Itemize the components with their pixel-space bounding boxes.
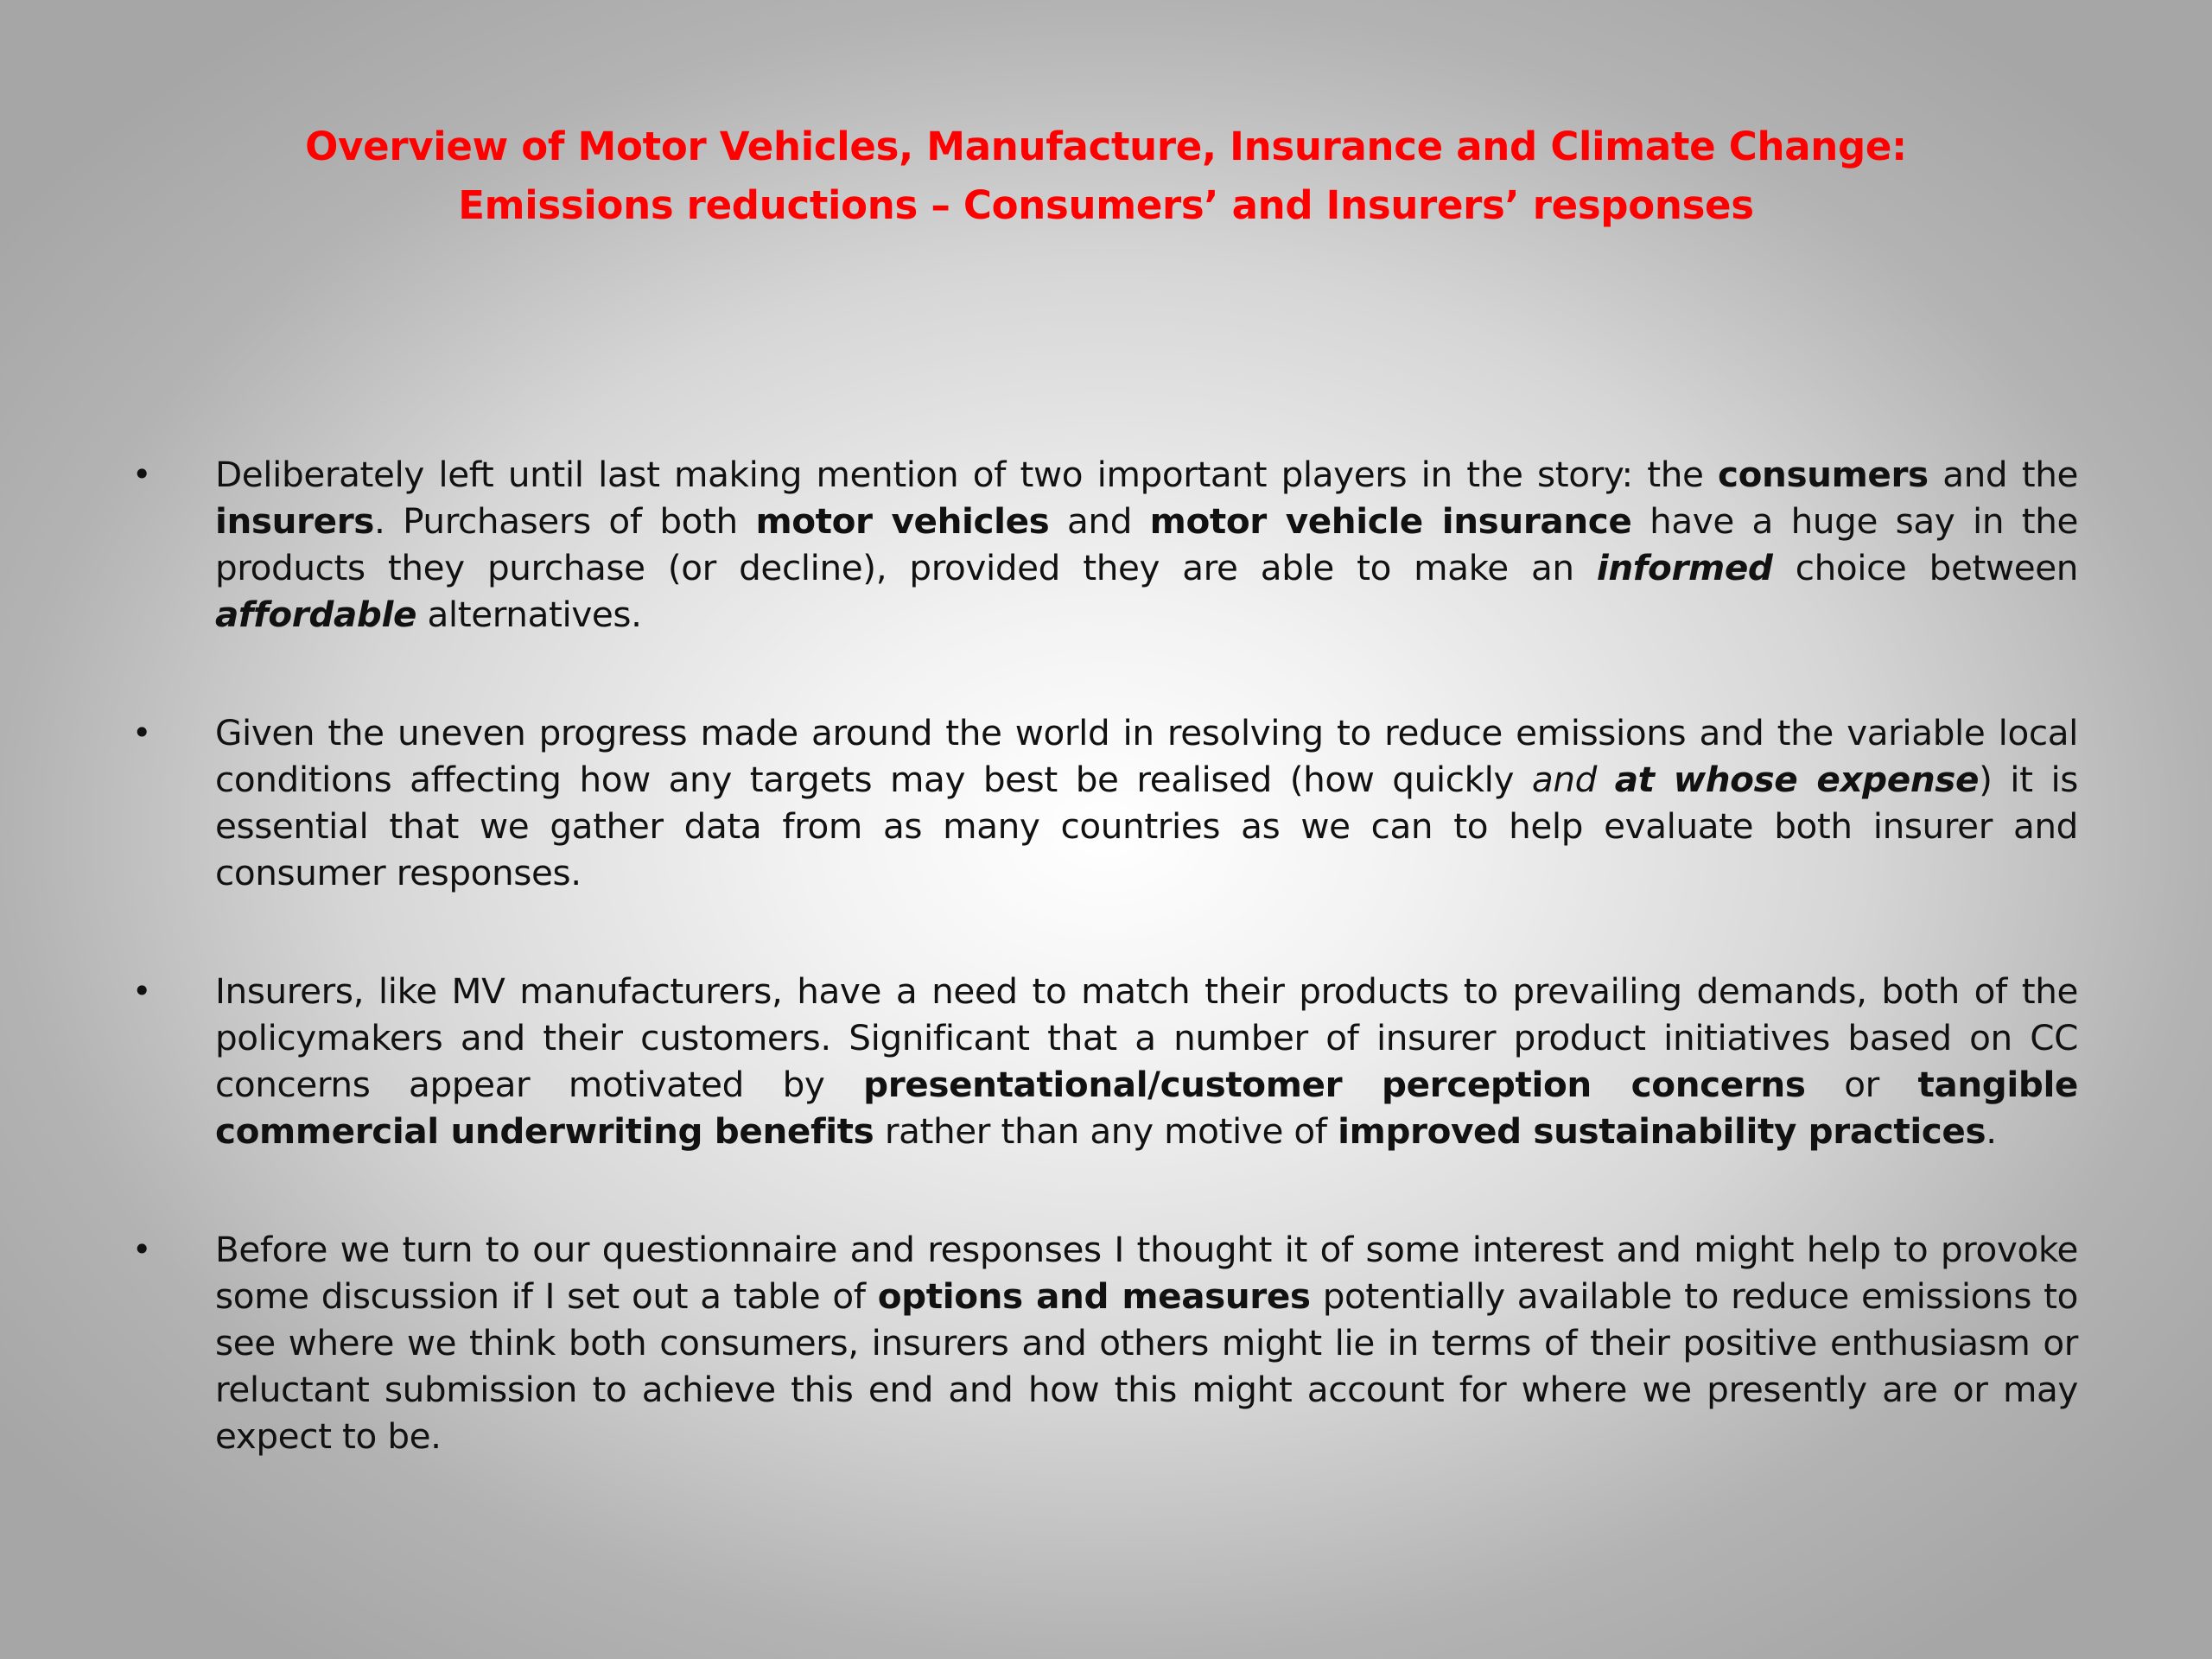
text-segment: Given the uneven progress made around the world in resolving to reduce emissions and the variable local conditions affecting how any targets may best be realised (how quickly [215, 712, 2078, 800]
text-segment [1597, 759, 1615, 800]
bullet-marker: • [132, 714, 152, 752]
bullet-item-insurers-products [125, 968, 2078, 1154]
bullet-text [215, 451, 2078, 638]
bullet-text [215, 709, 2078, 896]
bullet-item-questionnaire [125, 1226, 2078, 1459]
text-segment: or [1805, 1064, 1918, 1105]
text-segment-bold: improved sustainability practices [1338, 1110, 1986, 1152]
text-segment-bold: insurers [215, 500, 374, 542]
text-segment: have a huge say in the products they purchase (or decline), provided they are able to make an [215, 500, 2079, 588]
text-segment-bold: tangible commercial underwriting benefits [215, 1064, 2079, 1152]
text-segment: Insurers, like MV manufacturers, have a need to match their products to prevailing demands, both of the policymakers and their customers. Significant that a number of insurer product initiatives based on CC concerns appear motivated by [215, 970, 2078, 1105]
text-segment-bold: options and measures [877, 1275, 1311, 1317]
text-segment: . [1986, 1110, 1997, 1152]
title-line-1: Overview of Motor Vehicles, Manufacture, Insurance and Climate Change: [305, 124, 1907, 169]
title-line-2: Emissions reductions – Consumers’ and Insurers’ responses [458, 182, 1754, 228]
bullet-item-consumers-insurers [125, 451, 2078, 638]
text-segment: rather than any motive of [874, 1110, 1338, 1152]
text-segment: potentially available to reduce emissions to see where we think both consumers, insurers and others might lie in terms of their positive enthusiasm or reluctant submission to achieve this end and how this might account for where we presently are or may expect to be. [215, 1275, 2078, 1457]
text-segment-bold-italic: affordable [215, 594, 417, 635]
text-segment: Before we turn to our questionnaire and responses I thought it of some interest and might help to provoke some discussion if I set out a table of [215, 1229, 2078, 1317]
text-segment: ) it is essential that we gather data from as many countries as we can to help evaluate both insurer and consumer responses. [215, 759, 2079, 893]
text-segment-bold: consumers [1717, 454, 1929, 495]
text-segment: and [1049, 500, 1150, 542]
bullet-text [215, 968, 2078, 1154]
text-segment-italic: and [1531, 759, 1597, 800]
text-segment-bold: presentational/customer perception concerns [863, 1064, 1806, 1105]
slide-title [173, 118, 2039, 235]
bullet-text [215, 1226, 2078, 1459]
bullet-marker: • [132, 1230, 152, 1268]
text-segment-bold-italic: informed [1596, 547, 1773, 588]
bullet-marker: • [132, 455, 152, 493]
text-segment-bold: motor vehicles [755, 500, 1050, 542]
text-segment: Deliberately left until last making mention of two important players in the story: the [215, 454, 1718, 495]
text-segment: . Purchasers of both [373, 500, 756, 542]
text-segment: alternatives. [416, 594, 642, 635]
text-segment-bold-italic: at whose expense [1614, 759, 1980, 800]
bullet-item-uneven-progress [125, 709, 2078, 896]
bullet-marker: • [132, 972, 152, 1010]
text-segment-bold: motor vehicle insurance [1149, 500, 1632, 542]
text-segment: choice between [1772, 547, 2079, 588]
text-segment: and the [1928, 454, 2078, 495]
bullet-list [125, 451, 2078, 1531]
